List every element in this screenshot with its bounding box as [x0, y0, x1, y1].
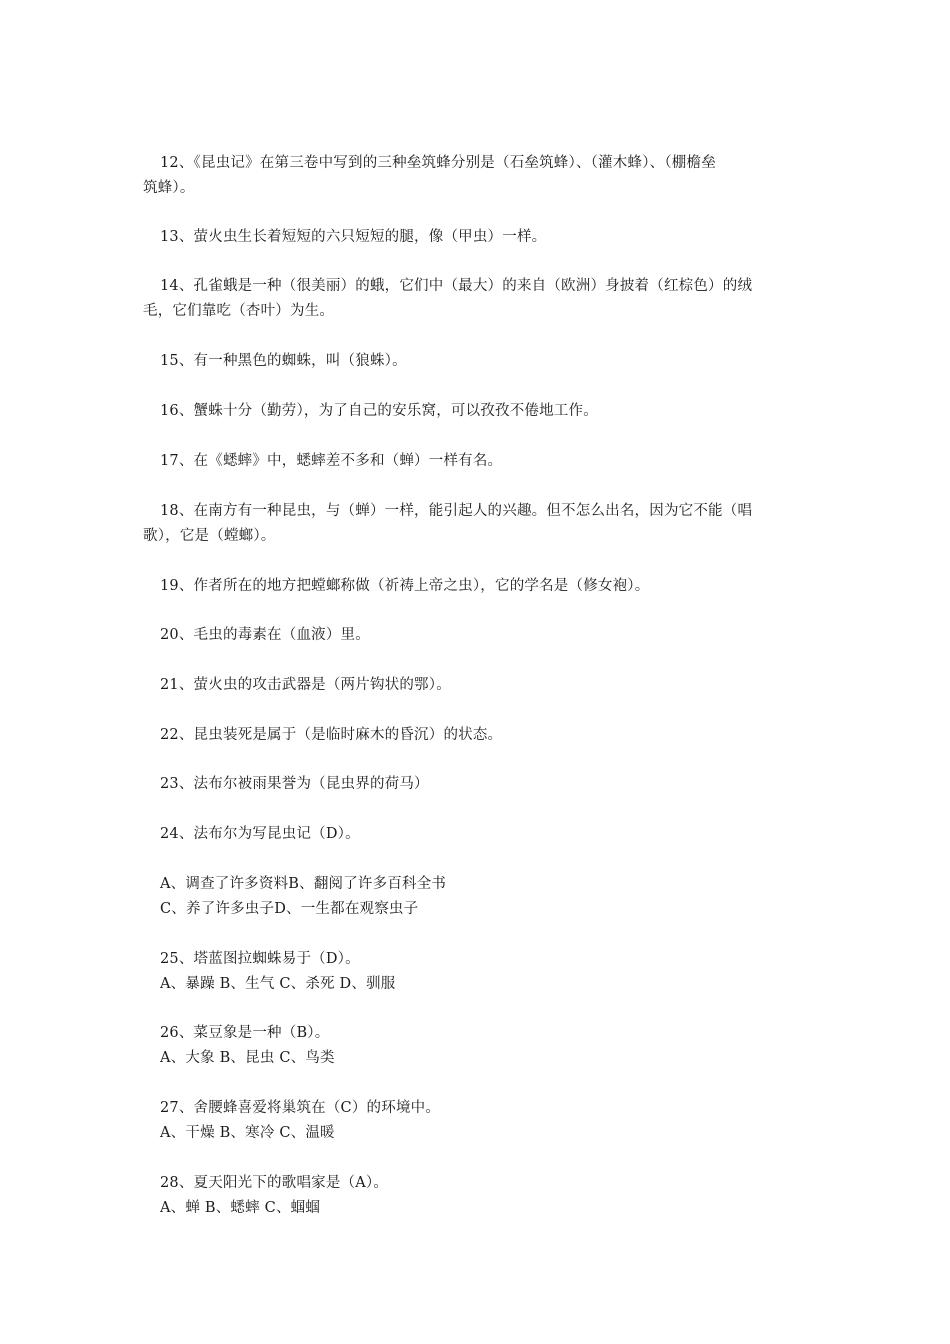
question-27-options: A、干燥 B、寒冷 C、温暖	[160, 1125, 335, 1141]
question-17: 17、在《蟋蟀》中，蟋蟀差不多和（蝉）一样有名。	[160, 453, 503, 469]
question-25-options: A、暴躁 B、生气 C、杀死 D、驯服	[160, 976, 396, 992]
question-20: 20、毛虫的毒素在（血液）里。	[160, 627, 370, 643]
question-26: 26、菜豆象是一种（B）。	[160, 1025, 330, 1041]
question-12-line-1: 12、《昆虫记》在第三卷中写到的三种垒筑蜂分别是（石垒筑蜂）、（灌木蜂）、（棚檐垒	[160, 155, 716, 171]
question-15: 15、有一种黑色的蜘蛛，叫（狼蛛）。	[160, 353, 407, 369]
question-24: 24、法布尔为写昆虫记（D）。	[160, 826, 360, 842]
question-25: 25、塔蓝图拉蜘蛛易于（D）。	[160, 951, 360, 967]
question-18-line-2: 歌），它是（螳螂）。	[143, 528, 276, 544]
question-23: 23、法布尔被雨果誉为（昆虫界的荷马）	[160, 776, 429, 792]
question-16: 16、蟹蛛十分（勤劳），为了自己的安乐窝，可以孜孜不倦地工作。	[160, 403, 598, 419]
question-27: 27、舍腰蜂喜爱将巢筑在（C）的环境中。	[160, 1100, 441, 1116]
question-26-options: A、大象 B、昆虫 C、鸟类	[160, 1050, 335, 1066]
question-28-options: A、蝉 B、蟋蟀 C、蝈蝈	[160, 1200, 321, 1216]
question-21: 21、萤火虫的攻击武器是（两片钩状的鄂）。	[160, 677, 451, 693]
question-24-options-2: C、养了许多虫子D、一生都在观察虫子	[160, 901, 419, 917]
question-14-line-2: 毛，它们靠吃（杏叶）为生。	[143, 303, 335, 319]
question-24-options-1: A、调查了许多资料B、翻阅了许多百科全书	[160, 876, 447, 892]
question-12-line-2: 筑蜂）。	[143, 180, 195, 196]
question-14-line-1: 14、孔雀蛾是一种（很美丽）的蛾，它们中（最大）的来自（欧洲）身披着（红棕色）的绒	[160, 278, 753, 294]
question-13: 13、萤火虫生长着短短的六只短短的腿，像（甲虫）一样。	[160, 229, 547, 245]
question-22: 22、昆虫装死是属于（是临时麻木的昏沉）的状态。	[160, 727, 503, 743]
question-18-line-1: 18、在南方有一种昆虫，与（蝉）一样，能引起人的兴趣。但不怎么出名，因为它不能（唱	[160, 503, 753, 519]
question-19: 19、作者所在的地方把螳螂称做（祈祷上帝之虫），它的学名是（修女袍）。	[160, 578, 650, 594]
question-28: 28、夏天阳光下的歌唱家是（A）。	[160, 1175, 389, 1191]
